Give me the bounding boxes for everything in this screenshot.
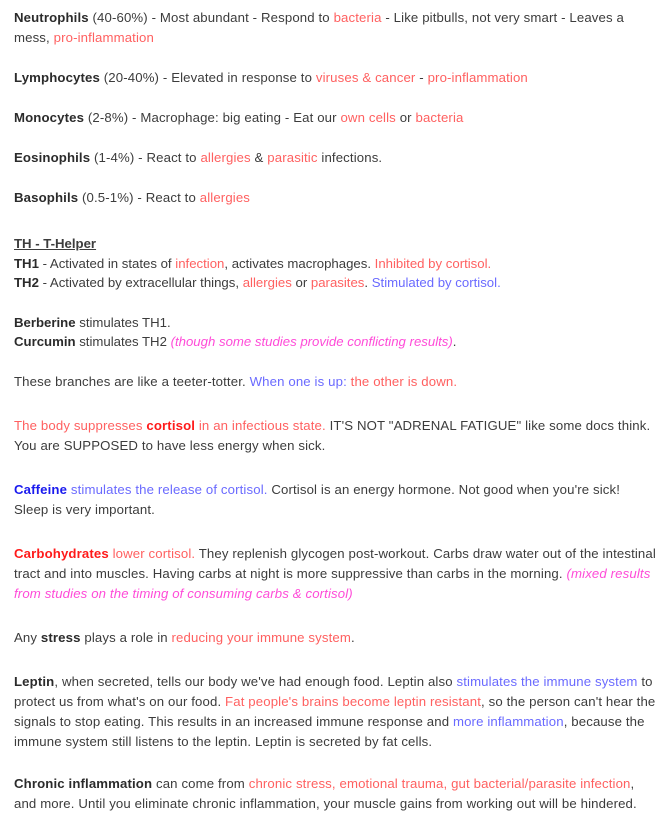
wbc-highlight1-monocytes: own cells — [340, 110, 396, 125]
wbc-name-monocytes: Monocytes — [14, 110, 85, 125]
leptin-seg2: to protect us from what's on our food. — [14, 673, 653, 709]
wbc-desc1-monocytes: - Macrophage: big eating - Eat our — [128, 110, 341, 125]
teeter-red: the other is down. — [346, 373, 458, 389]
carbohydrates-red1: lower cortisol. — [108, 545, 196, 561]
chronic-red1: chronic stress, emotional trauma, gut bacterial/parasite infection — [248, 775, 631, 791]
chronic-inflammation-name: Chronic inflammation — [14, 775, 153, 791]
carbohydrates-name: Carbohydrates — [14, 545, 109, 561]
leptin-paragraph — [14, 672, 658, 752]
berberine-text: stimulates TH1. — [75, 314, 171, 330]
caffeine-name: Caffeine — [14, 481, 68, 497]
th1-seg2: , activates macrophages. — [224, 255, 375, 271]
wbc-paragraph-eosinophils — [14, 148, 658, 168]
wbc-paragraph-lymphocytes — [14, 68, 658, 88]
wbc-desc2-eosinophils: & — [250, 150, 268, 165]
caffeine-seg1: Cortisol is an energy hormone. Not good when you're sick! Sleep is very important. — [14, 481, 621, 517]
spacer-after-t-helper — [14, 293, 658, 313]
th2-line — [14, 273, 658, 293]
caffeine-paragraph — [14, 480, 658, 520]
wbc-paragraph-basophils — [14, 188, 658, 208]
curcumin-period: . — [452, 334, 457, 349]
chronic-inflammation-paragraph — [14, 774, 658, 814]
curcumin-name: Curcumin — [14, 334, 76, 349]
wbc-desc3-eosinophils: infections. — [317, 150, 383, 165]
wbc-highlight1-lymphocytes: viruses & cancer — [315, 70, 416, 85]
cortisol-seg1: IT'S NOT "ADRENAL FATIGUE" like some docs think. You are SUPPOSED to have less energy when sick. — [14, 417, 651, 453]
wbc-highlight2-eosinophils: parasitic — [267, 150, 318, 165]
carbohydrates-note: (mixed results from studies on the timing of consuming carbs & cortisol) — [14, 565, 651, 601]
wbc-name-lymphocytes: Lymphocytes — [14, 70, 100, 85]
wbc-range-value-lymphocytes: (20-40%) — [103, 70, 160, 85]
stress-seg1: Any — [14, 629, 41, 645]
t-helper-heading: TH - T-Helper — [14, 236, 97, 251]
teeter-blue: When one is up: — [249, 373, 347, 389]
wbc-name-neutrophils: Neutrophils — [14, 10, 89, 25]
leptin-seg1: , when secreted, tells our body we've had enough food. Leptin also — [54, 673, 457, 689]
curcumin-text: stimulates TH2 — [75, 334, 171, 349]
chronic-seg2: , and more. Until you eliminate chronic inflammation, your muscle gains from working out will be hindered. — [14, 775, 637, 811]
wbc-range-value-eosinophils: (1-4%) — [93, 150, 135, 165]
wbc-highlight2-lymphocytes: pro-inflammation — [427, 70, 528, 85]
curcumin-line — [14, 332, 658, 352]
wbc-highlight2-neutrophils: pro-inflammation — [53, 30, 154, 45]
th2-label: TH2 — [14, 275, 39, 290]
wbc-desc1-basophils: - React to — [133, 190, 200, 205]
stress-bold-word: stress — [40, 629, 81, 645]
berberine-line — [14, 313, 658, 333]
carbohydrates-seg1: They replenish glycogen post-workout. Carbs draw water out of the intestinal tract and into muscles. Having carbs at night is more suppressive than carbs in the morning. — [14, 545, 656, 581]
wbc-highlight2-monocytes: bacteria — [415, 110, 464, 125]
wbc-desc1-eosinophils: - React to — [134, 150, 201, 165]
th1-seg1: - Activated in states of — [38, 255, 176, 271]
wbc-highlight1-basophils: allergies — [199, 190, 251, 205]
th2-seg2: or — [291, 275, 311, 290]
berberine-name: Berberine — [14, 314, 76, 330]
th2-seg3: . — [364, 275, 372, 290]
leptin-red1: Fat people's brains become leptin resistant — [225, 693, 482, 709]
wbc-highlight1-neutrophils: bacteria — [333, 10, 382, 25]
wbc-range-value-monocytes: (2-8%) — [87, 110, 129, 125]
cortisol-red1: The body suppresses — [14, 417, 147, 433]
wbc-desc2-neutrophils: - Like pitbulls, not very smart - Leaves a mess, — [14, 10, 624, 45]
wbc-name-eosinophils: Eosinophils — [14, 150, 91, 165]
carbohydrates-paragraph — [14, 544, 658, 604]
leptin-blue1: stimulates the immune system — [456, 673, 638, 689]
wbc-desc2-lymphocytes: - — [415, 70, 428, 85]
stress-seg3: . — [350, 629, 355, 645]
th2-blue-highlight: Stimulated by cortisol. — [371, 275, 501, 290]
th1-highlight2: Inhibited by cortisol. — [374, 255, 492, 271]
stress-red: reducing your immune system — [171, 629, 351, 645]
t-helper-heading-line — [14, 234, 658, 254]
th1-line — [14, 254, 658, 274]
th2-highlight2: parasites — [310, 275, 365, 290]
teeter-totter-paragraph — [14, 372, 658, 392]
curcumin-note: (though some studies provide conflicting results) — [170, 334, 453, 349]
caffeine-blue1: stimulates the release of cortisol. — [67, 481, 268, 497]
teeter-seg1: These branches are like a teeter-totter. — [14, 373, 250, 389]
th1-highlight1: infection — [175, 255, 225, 271]
wbc-paragraph-monocytes — [14, 108, 658, 128]
wbc-range-value-neutrophils: (40-60%) — [92, 10, 148, 25]
leptin-blue2: more inflammation — [452, 713, 564, 729]
cortisol-suppression-paragraph — [14, 416, 658, 456]
leptin-seg4: , because the immune system still listens to the leptin. Leptin is secreted by fat cells. — [14, 713, 645, 749]
th1-label: TH1 — [14, 255, 39, 271]
wbc-range-value-basophils: (0.5-1%) — [82, 190, 134, 205]
stress-seg2: plays a role in — [80, 629, 172, 645]
wbc-desc2-monocytes: or — [395, 110, 416, 125]
stress-paragraph — [14, 628, 658, 648]
th2-seg1: - Activated by extracellular things, — [38, 275, 243, 290]
wbc-desc1-lymphocytes: - Elevated in response to — [159, 70, 316, 85]
wbc-highlight1-eosinophils: allergies — [200, 150, 251, 165]
leptin-name: Leptin — [14, 673, 55, 689]
leptin-seg3: , so the person can't hear the signals to stop eating. This results in an increased immune response and — [14, 693, 656, 729]
th2-highlight1: allergies — [242, 275, 292, 290]
wbc-name-basophils: Basophils — [14, 190, 79, 205]
cortisol-bold-word: cortisol — [146, 417, 196, 433]
spacer-after-supplements — [14, 352, 658, 372]
wbc-desc1-neutrophils: - Most abundant - Respond to — [147, 10, 334, 25]
wbc-paragraph-neutrophils — [14, 8, 658, 48]
chronic-seg1: can come from — [152, 775, 249, 791]
cortisol-red2: in an infectious state. — [195, 417, 326, 433]
